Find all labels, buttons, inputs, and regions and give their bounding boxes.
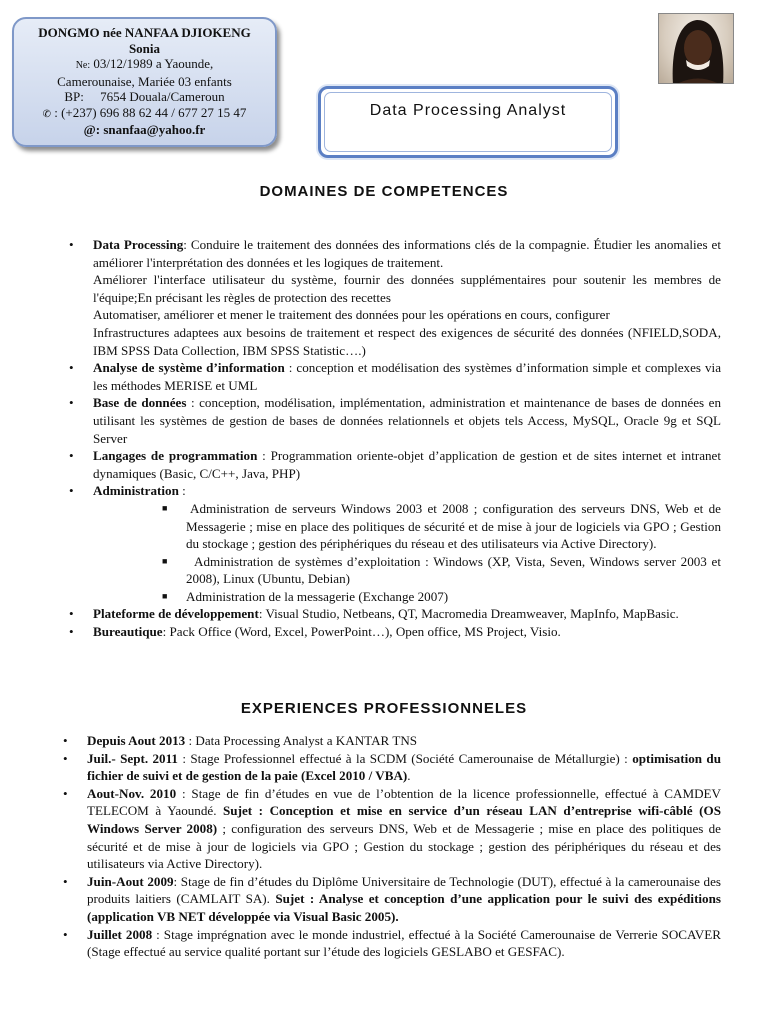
experience-item [63,750,721,785]
bullet-icon: • [69,448,74,464]
skill-label: Administration [93,483,179,499]
skill-label: Analyse de système d’information [93,360,285,376]
skill-label: Plateforme de développement [93,606,259,622]
skill-administration [69,482,721,605]
skill-text: Améliorer l'interface utilisateur du système, fournir des données supplémentaires pour soutenir les membres de l'équipe;En précisant les règles de protection des recettes [93,272,721,305]
experience-item [63,732,721,750]
bullet-icon: • [63,733,68,748]
skills-heading: DOMAINES DE COMPETENCES [259,183,509,200]
experience-list [63,732,721,961]
skill-text: Infrastructures adaptees aux besoins de traitement et respect des exigences de sécurité des données (NFIELD,SODA, IBM SPSS Data Collection, IBM SPSS Statistic….) [93,324,721,358]
experience-text: : Stage imprégnation avec le monde industriel, effectué à la Société Camerounaise de Verrerie SOCAVER (Stage effectué au service qualité portant sur l’étude des logiciels GESLABO et GESFAC). [87,926,721,960]
skill-system-analysis [69,359,722,394]
experience-date: Juil.- Sept. 2011 [87,750,178,766]
experience-date: Aout-Nov. 2010 [87,785,177,801]
bullet-icon: • [63,785,68,801]
bp-label: BP: [64,89,84,104]
postal-box [14,89,275,105]
profile-photo [658,13,734,84]
phone-line [14,105,275,123]
experience-text: : Stage de fin d’études du Diplôme Universitaire de Technologie (DUT), effectué à la camerounaise des produits laitiers (CAMLAIT SA). [87,873,721,907]
admin-subitem-text: Administration de systèmes d’exploitation : Windows (XP, Vista, Seven, Windows server 2003 et 2008), Linux (Ubuntu, Debian) [186,553,721,587]
skill-label: Data Processing [93,237,184,252]
bp-value: 7654 Douala/Cameroun [100,89,225,104]
experience-text: : Stage de fin d’études en vue de l’obtention de la licence professionnelle, effectué à CAMDEV TELECOM à Yaoundé. [87,785,721,819]
contact-card [12,17,277,147]
admin-subitem-text: Administration de la messagerie (Exchange 2007) [186,588,449,604]
skill-programming [69,447,722,482]
experience-text: . [407,768,411,784]
experience-date: Juin-Aout 2009 [87,873,174,889]
job-title-inner-border [324,92,612,152]
skill-office [69,623,721,641]
birth-date: 03/12/1989 a Yaounde, [90,56,214,71]
admin-subitem [162,500,721,553]
skill-text: : conception et modélisation des systèmes d’information simple et complexes via les méthodes MERISE et UML [93,360,722,393]
bullet-icon: • [69,483,74,499]
skill-databases [69,394,721,447]
admin-subitem [162,553,721,588]
email-address: snanfaa@yahoo.fr [100,122,206,137]
email-line [14,122,275,138]
skill-text: Automatiser, améliorer et mener le traitement des données pour les opérations en cours, configurer [93,307,610,323]
phone-number: : (+237) 696 88 62 44 / 677 27 15 47 [54,104,247,120]
admin-subitem [162,588,721,606]
skill-text: : Conduire le traitement des données des informations clés de la compagnie. Étudier les anomalies et améliorer l'interprétation des données et les logiques de traitement. [93,237,721,270]
skill-platforms [69,605,721,623]
skill-data-processing [69,236,721,359]
skill-text: : [178,483,186,499]
bullet-icon: • [63,873,68,889]
square-bullet-icon: ■ [162,590,168,601]
skill-label: Bureautique [93,624,163,640]
bullet-icon: • [69,395,74,411]
skill-label: Base de données [93,395,187,411]
experience-subject: optimisation du fichier de suivi et de gestion de la paie (Excel 2010 / VBA) [87,750,721,784]
bullet-icon: • [69,360,74,376]
job-title-box [318,86,618,158]
bullet-icon: • [63,926,68,942]
experience-item [63,873,721,926]
email-label: @: [83,122,101,137]
experience-subject: Sujet : Analyse et conception d’une application pour le suivi des expéditions (application VB NET développée via Visual Basic 2005). [87,891,721,924]
bullet-icon: • [69,624,74,640]
admin-subitem-text: Administration de serveurs Windows 2003 et 2008 ; configuration des serveurs DNS, Web et de Messagerie ; mise en place des politiques de sécurité et de mise à jour de logiciels via GPO ; Gestion du stockage ; gestion des périphériques du réseau et des utilisateurs via Active Directory). [186,500,721,552]
skill-text: : Pack Office (Word, Excel, PowerPoint…), Open office, MS Project, Visio. [162,624,561,640]
experience-item [63,926,721,961]
portrait-image [659,14,734,84]
experience-date: Juillet 2008 [87,926,153,942]
skill-label: Langages de programmation [93,448,258,464]
birth-info [14,56,275,74]
civil-status: Camerounaise, Mariée 03 enfants [57,73,232,89]
skill-text: : Visual Studio, Netbeans, QT, Macromedia Dreamweaver, MapInfo, MapBasic. [258,606,679,622]
square-bullet-icon: ■ [162,502,168,513]
experience-text: : Stage Professionnel effectué à la SCDM (Société Camerounaise de Métallurgie) : [177,750,628,766]
experience-subject: Sujet : Conception et mise en service d’un réseau LAN d’entreprise wifi-câblé (OS Windows Server 2008) [87,803,721,836]
first-name: Sonia [128,40,161,56]
phone-icon: ✆ [42,108,51,120]
skills-list [69,236,722,641]
bullet-icon: • [63,750,68,766]
experience-text: : Data Processing Analyst a KANTAR TNS [185,733,418,748]
born-label: Ne: [75,60,91,71]
experience-text: ; configuration des serveurs DNS, Web et de Messagerie ; mise en place des politiques de sécurité et de mise à jour de logiciels via GPO ; Gestion du stockage ; gestion des périphériques du réseau et des utilisateurs via Active Directory). [87,820,721,872]
experience-heading: EXPERIENCES PROFESSIONNELES [240,700,528,717]
square-bullet-icon: ■ [162,555,168,566]
bullet-icon: • [69,606,74,622]
experience-date: Depuis Aout 2013 [87,733,186,748]
skill-text: : Programmation oriente-objet d’application de gestion et de sites internet et intranet dynamiques (Basic, C/C++, Java, PHP) [93,448,722,481]
experience-item [63,785,721,873]
full-name: DONGMO née NANFAA DJIOKENG [38,25,251,40]
job-title: Data Processing Analyst [369,102,567,119]
bullet-icon: • [69,237,74,252]
skill-text: : conception, modélisation, implémentation, administration et maintenance de bases de données en utilisant les systèmes de gestion de bases de données relationnels et objets tels Access, MySQL, Oracle 9g et SQL Server [93,395,721,446]
